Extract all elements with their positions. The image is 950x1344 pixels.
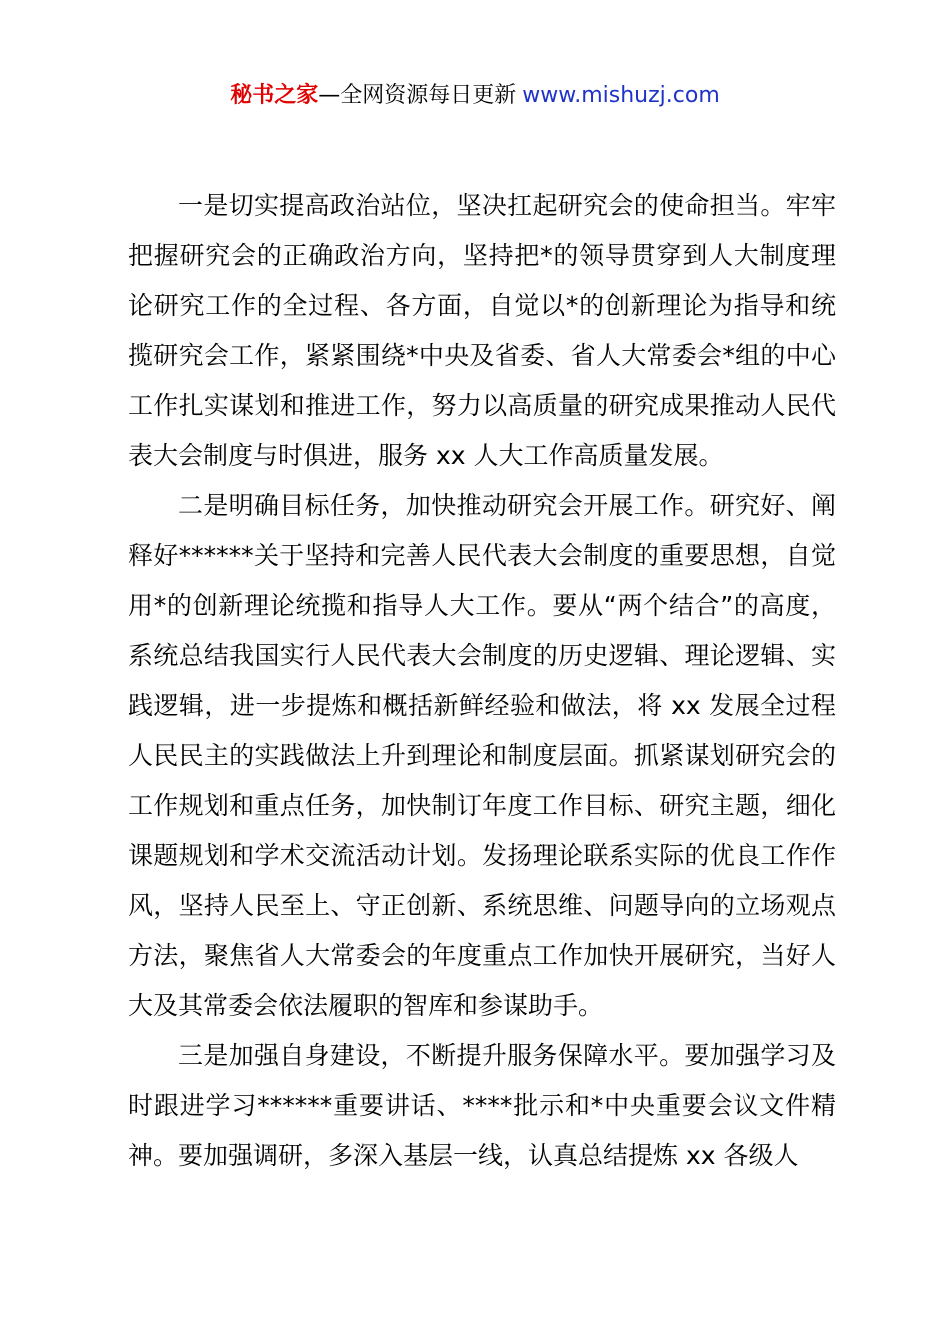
paragraph-3: 三是加强自身建设，不断提升服务保障水平。要加强学习及时跟进学习******重要讲话、****批示和*中央重要会议文件精神。要加强调研，多深入基层一线，认真总结提炼 xx 各级人 <box>128 1041 836 1170</box>
brand-name: 秘书之家 <box>230 83 319 108</box>
header-tagline: —全网资源每日更新 <box>318 83 517 108</box>
paragraph-1: 一是切实提高政治站位，坚决扛起研究会的使命担当。牢牢把握研究会的正确政治方向，坚持把*的领导贯穿到人大制度理论研究工作的全过程、各方面，自觉以*的创新理论为指导和统揽研究会工作，紧紧围绕*中央及省委、省人大常委会*组的中心工作扎实谋划和推进工作，努力以高质量的研究成果推动人民代表大会制度与时俱进，服务 xx 人大工作高质量发展。 <box>128 191 836 470</box>
page-header <box>0 80 950 112</box>
document-body <box>128 181 836 1181</box>
paragraph-2: 二是明确目标任务，加快推动研究会开展工作。研究好、阐释好******关于坚持和完善人民代表大会制度的重要思想，自觉用*的创新理论统揽和指导人大工作。要从“两个结合”的高度，系统总结我国实行人民代表大会制度的历史逻辑、理论逻辑、实践逻辑，进一步提炼和概括新鲜经验和做法，将 xx 发展全过程人民民主的实践做法上升到理论和制度层面。抓紧谋划研究会的工作规划和重点任务，加快制订年度工作目标、研究主题，细化课题规划和学术交流活动计划。发扬理论联系实际的优良工作作风，坚持人民至上、守正创新、系统思维、问题导向的立场观点方法，聚焦省人大常委会的年度重点工作加快开展研究，当好人大及其常委会依法履职的智库和参谋助手。 <box>128 491 836 1020</box>
site-url-link[interactable]: www.mishuzj.com <box>522 83 720 108</box>
